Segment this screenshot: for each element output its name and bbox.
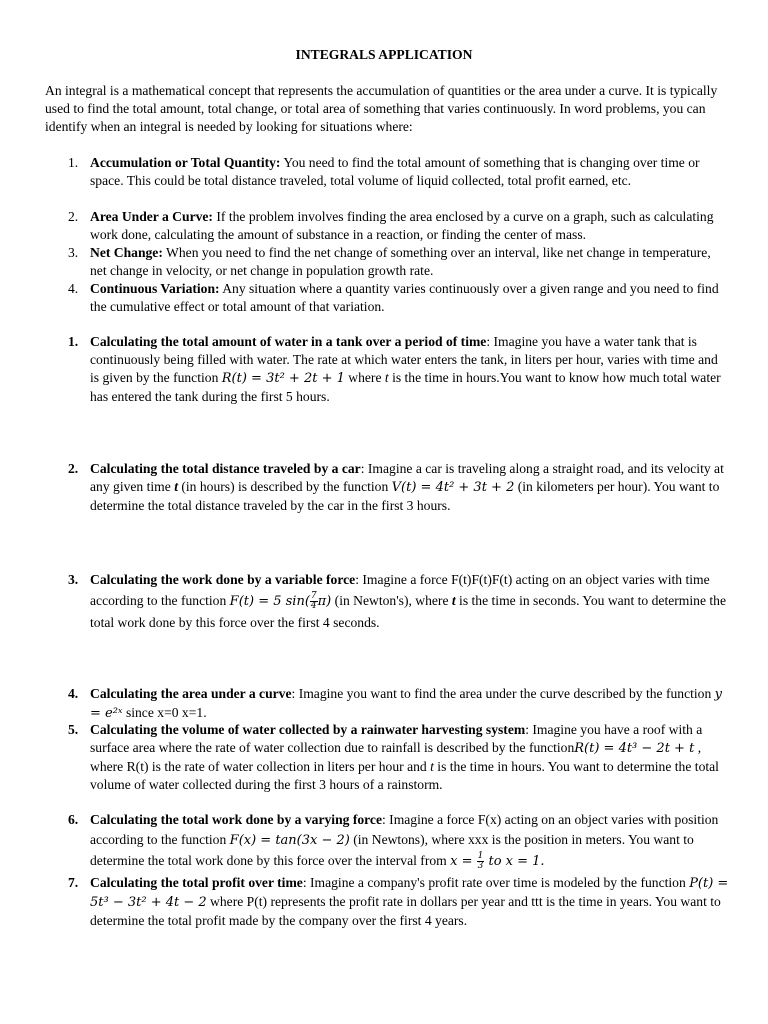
problem-heading: Calculating the area under a curve xyxy=(90,686,292,701)
problem-formula: R(t) = 4t³ − 2t + t xyxy=(574,741,695,756)
problem-text: where xyxy=(344,370,385,385)
problem-heading: Calculating the volume of water collected by a rainwater harvesting system xyxy=(90,722,526,737)
problem-formula: y = e²ˣ xyxy=(90,687,723,721)
problem-number: 3. xyxy=(68,572,79,587)
problem-number: 7. xyxy=(68,875,79,890)
problem-text: : Imagine a company's profit rate over time is modeled by the function xyxy=(302,875,690,890)
problem-variable: t xyxy=(451,593,456,608)
interval-expression: x = $\frac{1}{3}$ to x = 1. xyxy=(450,851,545,871)
problem-text: : Imagine a force F(x) acting on an object varies with position according to the function xyxy=(90,812,719,847)
situation-item xyxy=(68,280,730,316)
problem-number: 1. xyxy=(68,334,79,349)
situation-item xyxy=(68,244,730,280)
problem-heading: Calculating the total amount of water in a tank over a period of time xyxy=(90,334,487,349)
problem-heading: Calculating the total profit over time xyxy=(90,875,303,890)
problem-formula: P(t) = 5t³ − 3t² + 4t − 2 xyxy=(90,876,729,910)
problem-item xyxy=(68,685,730,723)
problem-text: since x=0 x=1. xyxy=(122,705,207,720)
problem-formula: V(t) = 4t² + 3t + 2 xyxy=(391,480,515,495)
situation-number: 4. xyxy=(68,281,79,296)
situation-number: 2. xyxy=(68,209,79,224)
problem-text: : Imagine you have a roof with a surface area where the rate of water collection due to rainfall is described by the function xyxy=(90,722,703,755)
problem-text: is the time in hours.You want to know how much total water has entered the tank during the first 5 hours. xyxy=(90,370,721,404)
situation-text: Any situation where a quantity varies continuously over a given range and you need to find the cumulative effect or total amount of that variation. xyxy=(90,281,719,314)
fraction: $\frac{1}{3}$ xyxy=(477,851,484,871)
problem-item xyxy=(68,460,730,515)
problem-item xyxy=(68,810,730,872)
page-title: INTEGRALS APPLICATION xyxy=(295,47,473,62)
problem-item xyxy=(68,874,730,930)
problem-number: 5. xyxy=(68,722,79,737)
problem-heading: Calculating the work done by a variable force xyxy=(90,572,356,587)
situation-text: You need to find the total amount of something that is changing over time or space. This could be total distance traveled, total volume of liquid collected, total profit earned, etc. xyxy=(90,155,700,188)
situation-item xyxy=(68,154,730,190)
situation-heading: Accumulation or Total Quantity: xyxy=(90,155,281,170)
problem-text: (in Newtons), where xxx is the position in meters. You want to determine the total work done by this force over the interval from xyxy=(90,832,694,868)
problem-number: 2. xyxy=(68,461,79,476)
problem-text: , where R(t) is the rate of water collection in liters per hour and xyxy=(90,740,702,774)
problem-variable: t xyxy=(174,479,178,494)
problem-formula: F(x) = tan(3x − 2) xyxy=(229,833,350,848)
problem-number: 6. xyxy=(68,812,79,827)
problem-item xyxy=(68,569,730,633)
situation-item xyxy=(68,208,730,244)
problem-text: : Imagine you have a water tank that is continuously being filled with water. The rate at which water enters the tank, in liters per hour, varies with time and is given by the function xyxy=(90,334,718,385)
problem-number: 4. xyxy=(68,686,79,701)
problem-heading: Calculating the total distance traveled by a car xyxy=(90,461,361,476)
problem-variable: t xyxy=(430,759,434,774)
fraction: $\frac{7}{4}$ xyxy=(310,591,317,611)
problem-text: (in hours) is described by the function xyxy=(177,479,392,494)
problem-heading: Calculating the total work done by a varying force xyxy=(90,812,382,827)
situation-text: If the problem involves finding the area enclosed by a curve on a graph, such as calculating work done, calculating the amount of substance in a reaction, or finding the center of mass. xyxy=(90,209,714,242)
situation-number: 1. xyxy=(68,155,79,170)
problem-item xyxy=(68,721,730,794)
situation-heading: Continuous Variation: xyxy=(90,281,220,296)
problem-text: is the time in seconds. You want to determine the total work done by this force over the first 4 seconds. xyxy=(90,593,726,630)
problem-text: : Imagine a car is traveling along a straight road, and its velocity at any given time xyxy=(90,461,724,494)
intro-paragraph: An integral is a mathematical concept that represents the accumulation of quantities or the area under a curve. It is typically used to find the total amount, total change, or total area of something that varies continuously. In word problems, you can identify when an integral is needed by looking for situations where: xyxy=(45,83,718,134)
problem-text: : Imagine a force F(t)F(t)F(t) acting on an object varies with time according to the function xyxy=(90,572,710,608)
situation-number: 3. xyxy=(68,245,79,260)
problem-text: (in Newton's), where xyxy=(331,593,452,608)
situation-text: When you need to find the net change of something over an interval, like net change in temperature, net change in velocity, or net change in population growth rate. xyxy=(90,245,711,278)
problem-text: where P(t) represents the profit rate in dollars per year and ttt is the time in years. You want to determine the total profit made by the company over the first 4 years. xyxy=(90,894,721,928)
situation-heading: Area Under a Curve: xyxy=(90,209,213,224)
problem-item xyxy=(68,333,730,406)
problem-text: (in kilometers per hour). You want to determine the total distance traveled by the car in the first 3 hours. xyxy=(90,479,720,513)
situation-heading: Net Change: xyxy=(90,245,163,260)
problem-text: : Imagine you want to find the area under the curve described by the function xyxy=(291,686,715,701)
problem-variable: t xyxy=(384,370,389,385)
problem-formula: R(t) = 3t² + 2t + 1 xyxy=(221,371,345,386)
problem-text: is the time in hours. You want to determine the total volume of water collected during the first 3 hours of a rainstorm. xyxy=(90,759,719,792)
problem-formula: F(t) = 5 sin( $\frac{7}{4}$ π) xyxy=(229,591,332,611)
